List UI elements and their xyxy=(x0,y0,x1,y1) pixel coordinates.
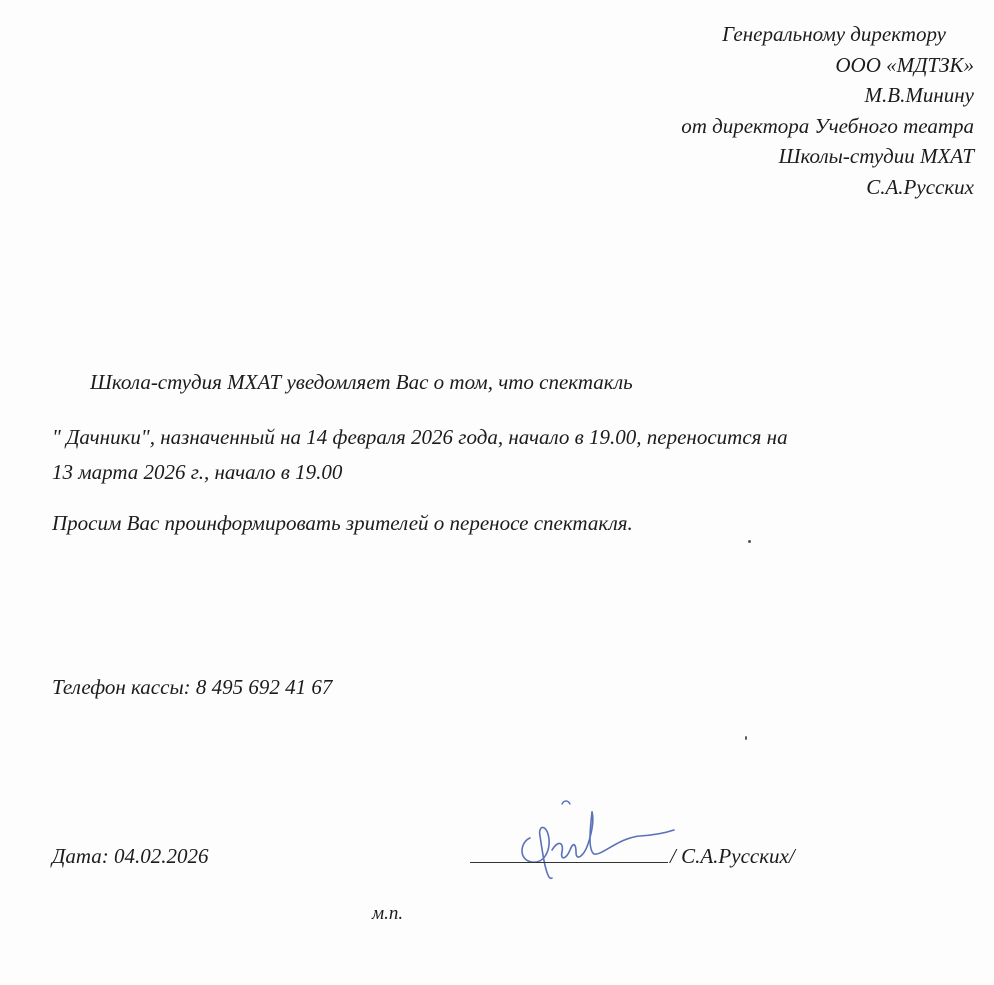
scan-speck xyxy=(748,540,751,543)
signature-line xyxy=(470,862,668,863)
signer-name: / С.А.Русских/ xyxy=(670,844,795,868)
handwritten-signature xyxy=(490,790,690,880)
sender-title: от директора Учебного театра xyxy=(681,113,974,138)
scan-speck xyxy=(745,736,747,740)
body-paragraph-3: Просим Вас проинформировать зрителей о переносе спектакля. xyxy=(52,511,633,535)
addressee-block xyxy=(534,21,974,204)
document-date: Дата: 04.02.2026 xyxy=(52,844,209,868)
sender-organization: Школы-студии МХАТ xyxy=(778,144,974,168)
addressee-title: Генеральному директору xyxy=(722,22,946,46)
stamp-placeholder: м.п. xyxy=(372,903,404,924)
body-paragraph-2-line-1: " Дачники", назначенный на 14 февраля 2026 года, начало в 19.00, переносится на xyxy=(52,425,788,449)
signature-block xyxy=(470,790,870,870)
body-paragraph-2-line-2: 13 марта 2026 г., начало в 19.00 xyxy=(52,460,343,484)
addressee-company: ООО «МДТЗК» xyxy=(835,52,974,77)
body-paragraph-1: Школа-студия МХАТ уведомляет Вас о том, что спектакль xyxy=(90,370,633,394)
box-office-phone: Телефон кассы: 8 495 692 41 67 xyxy=(52,675,333,699)
addressee-name: М.В.Минину xyxy=(864,83,974,107)
sender-name: С.А.Русских xyxy=(866,174,974,199)
